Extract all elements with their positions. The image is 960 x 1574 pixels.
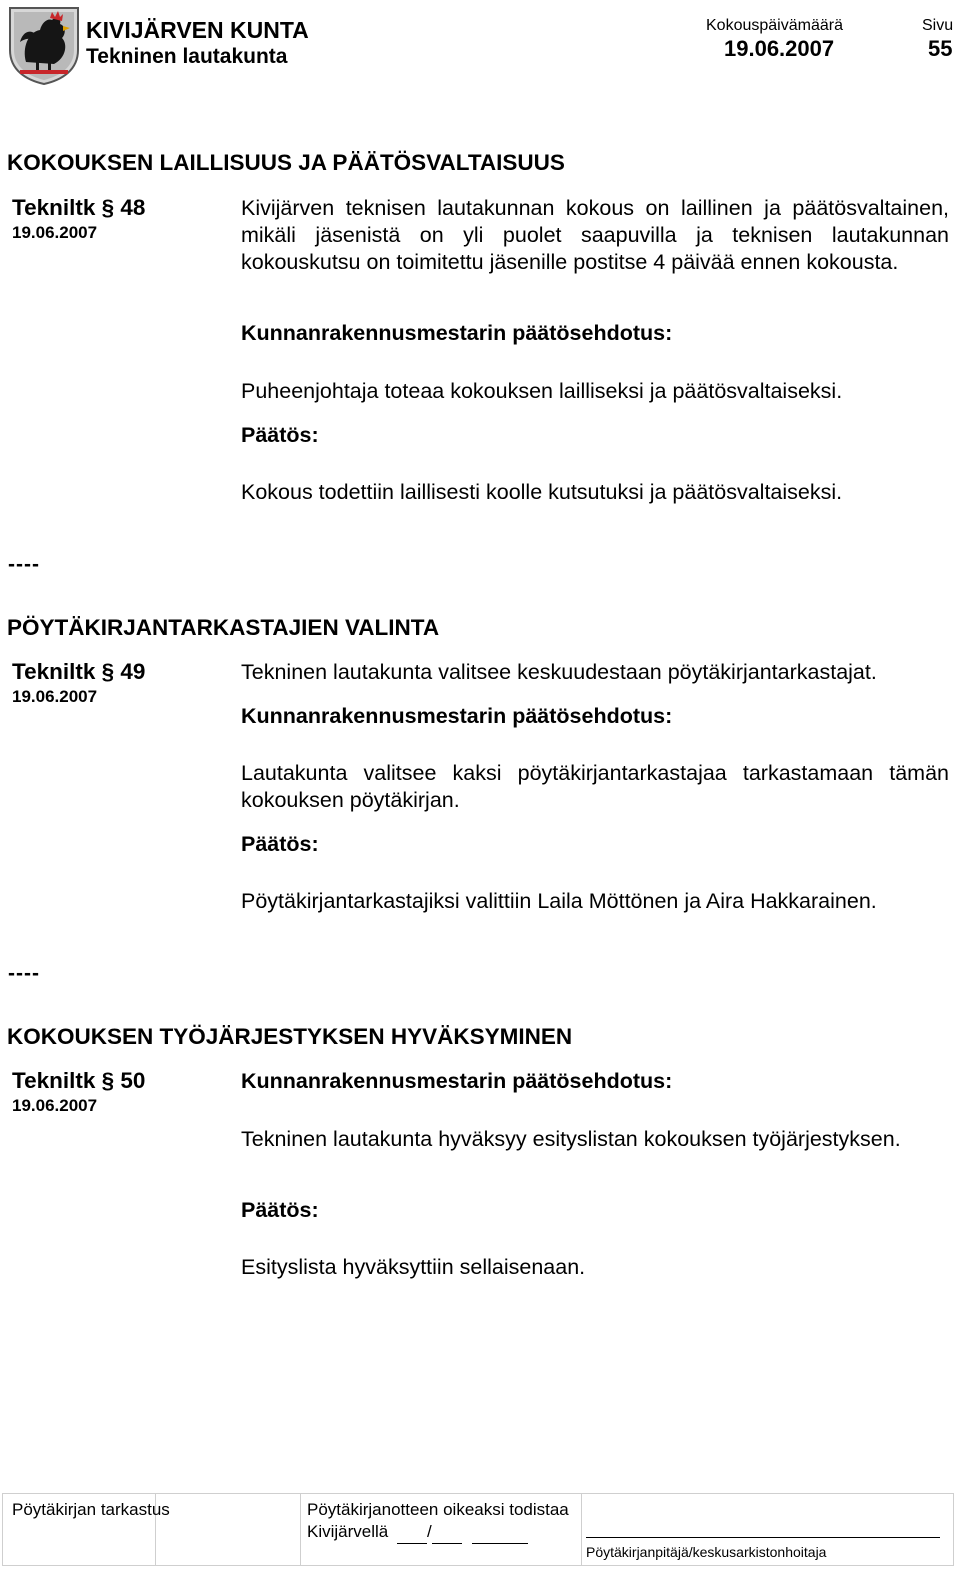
decision-heading: Päätös: <box>241 832 319 856</box>
section-divider: ---- <box>8 553 40 576</box>
paragraph-id: Tekniltk § 48 <box>12 195 146 220</box>
paragraph-id: Tekniltk § 49 <box>12 659 146 684</box>
section-title: KOKOUKSEN TYÖJÄRJESTYKSEN HYVÄKSYMINEN <box>7 1024 573 1049</box>
proposal-heading: Kunnanrakennusmestarin päätösehdotus: <box>241 321 673 345</box>
page-label: Sivu <box>922 17 954 34</box>
proposal-text: Puheenjohtaja toteaa kokouksen lailliseksi ja päätösvaltaiseksi. <box>241 379 843 403</box>
proposal-heading: Kunnanrakennusmestarin päätösehdotus: <box>241 704 673 728</box>
paragraph-id: Tekniltk § 50 <box>12 1068 146 1093</box>
year-blank <box>472 1521 528 1544</box>
footer-signer-role: Pöytäkirjanpitäjä/keskusarkistonhoitaja <box>586 1544 827 1560</box>
decision-text: Pöytäkirjantarkastajiksi valittiin Laila Möttönen ja Aira Hakkarainen. <box>241 889 877 913</box>
meeting-date-label: Kokouspäivämäärä <box>706 17 843 34</box>
section-divider: ---- <box>8 962 40 985</box>
month-blank <box>432 1521 462 1544</box>
footer-check-label: Pöytäkirjan tarkastus <box>12 1500 170 1519</box>
date-separator: / <box>426 1522 432 1541</box>
proposal-heading: Kunnanrakennusmestarin päätösehdotus: <box>241 1069 673 1093</box>
proposal-text: Lautakunta valitsee kaksi pöytäkirjantarkastajaa tarkastamaan tämän kokouksen pöytäkirjan. <box>241 761 949 812</box>
day-blank <box>397 1521 427 1544</box>
decision-heading: Päätös: <box>241 1198 319 1222</box>
proposal-text: Tekninen lautakunta hyväksyy esityslistan kokouksen työjärjestyksen. <box>241 1127 901 1151</box>
paragraph-date: 19.06.2007 <box>12 1096 98 1115</box>
org-name: KIVIJÄRVEN KUNTA <box>86 17 309 43</box>
footer-place-date <box>307 1521 528 1544</box>
section-title: KOKOUKSEN LAILLISUUS JA PÄÄTÖSVALTAISUUS <box>7 150 565 175</box>
decision-text: Kokous todettiin laillisesti koolle kutsutuksi ja päätösvaltaiseksi. <box>241 480 843 504</box>
meeting-date: 19.06.2007 <box>724 36 835 61</box>
section-intro: Kivijärven teknisen lautakunnan kokous on laillinen ja päätösvaltainen, mikäli jäsenistä on yli puolet saapuvilla ja teknisen lautakunnan kokouskutsu on toimitettu jäsenille postitse 4 päivää ennen kokousta. <box>241 196 949 274</box>
decision-text: Esityslista hyväksyttiin sellaisenaan. <box>241 1255 586 1279</box>
org-unit: Tekninen lautakunta <box>86 45 288 68</box>
section-intro: Tekninen lautakunta valitsee keskuudestaan pöytäkirjantarkastajat. <box>241 660 877 684</box>
signature-line <box>586 1537 940 1538</box>
page-number: 55 <box>928 36 953 61</box>
paragraph-date: 19.06.2007 <box>12 687 98 706</box>
section-title: PÖYTÄKIRJANTARKASTAJIEN VALINTA <box>7 615 440 640</box>
footer-divider <box>300 1493 301 1566</box>
paragraph-date: 19.06.2007 <box>12 223 98 242</box>
rooster-coat-of-arms-icon <box>6 4 82 86</box>
footer-extract-label: Pöytäkirjanotteen oikeaksi todistaa <box>307 1500 569 1519</box>
footer-divider <box>581 1493 582 1566</box>
footer-place-label: Kivijärvellä <box>307 1522 389 1541</box>
decision-heading: Päätös: <box>241 423 319 447</box>
